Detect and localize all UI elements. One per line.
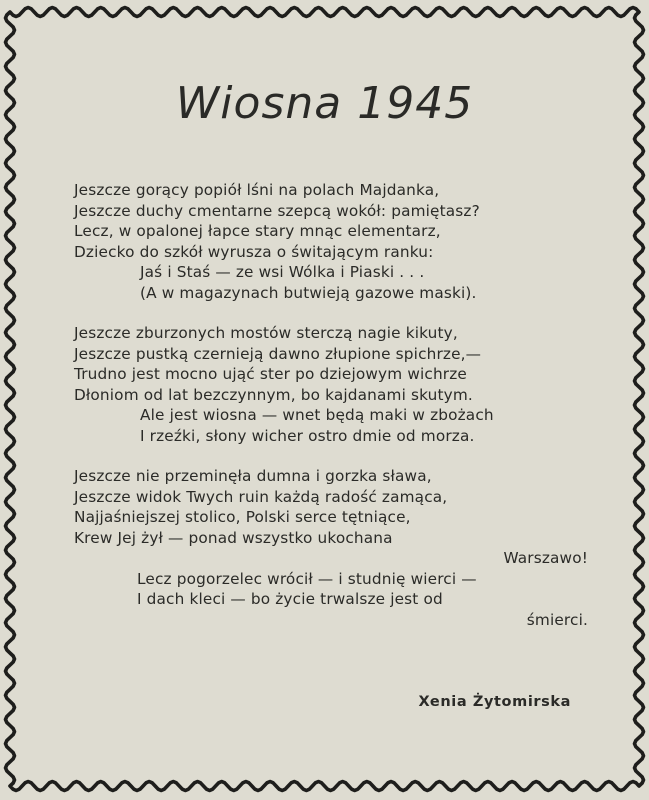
stanza-2 [74, 323, 594, 446]
poem-line: Warszawo! [503, 549, 588, 567]
poem-body [74, 180, 594, 650]
poem-line: Lecz pogorzelec wrócił — i studnię wierci — [137, 569, 477, 588]
poem-line: Ale jest wiosna — wnet będą maki w zbożach [140, 406, 494, 424]
poem-line: I rzeźki, słony wicher ostro dmie od morza. [140, 426, 475, 445]
poem-line: Jeszcze zburzonych mostów sterczą nagie kikuty, [74, 324, 458, 342]
poem-line: Lecz, w opalonej łapce stary mnąc elementarz, [74, 222, 441, 240]
poem-title: Wiosna 1945 [175, 78, 474, 129]
poem-line: Dziecko do szkół wyrusza o świtającym ranku: [74, 242, 434, 261]
poem-line: I dach kleci — bo życie trwalsze jest od [137, 590, 443, 608]
poem-line: śmierci. [526, 610, 588, 629]
stanza-1 [74, 180, 594, 303]
poem-line: Jeszcze nie przeminęła dumna i gorzka sława, [74, 467, 432, 485]
poem-line: (A w magazynach butwieją gazowe maski). [140, 283, 477, 302]
poem-line: Krew Jej żył — ponad wszystko ukochana [74, 528, 393, 547]
stanza-3 [74, 466, 594, 630]
author-signature: Xenia Żytomirska [418, 694, 571, 710]
poem-line: Jeszcze duchy cmentarne szepcą wokół: pamiętasz? [74, 201, 480, 220]
poem-line: Dłoniom od lat bezczynnym, bo kajdanami skutym. [74, 385, 473, 404]
poem-line: Najjaśniejszej stolico, Polski serce tętniące, [74, 508, 411, 526]
poem-line: Jeszcze widok Twych ruin każdą radość zamąca, [74, 487, 448, 506]
poem-line: Trudno jest mocno ująć ster po dziejowym wichrze [74, 365, 467, 383]
poem-line: Jeszcze pustką czernieją dawno złupione spichrze,— [74, 344, 482, 363]
poem-line: Jeszcze gorący popiół lśni na polach Majdanka, [74, 181, 440, 199]
poem-line: Jaś i Staś — ze wsi Wólka i Piaski . . . [140, 263, 425, 281]
